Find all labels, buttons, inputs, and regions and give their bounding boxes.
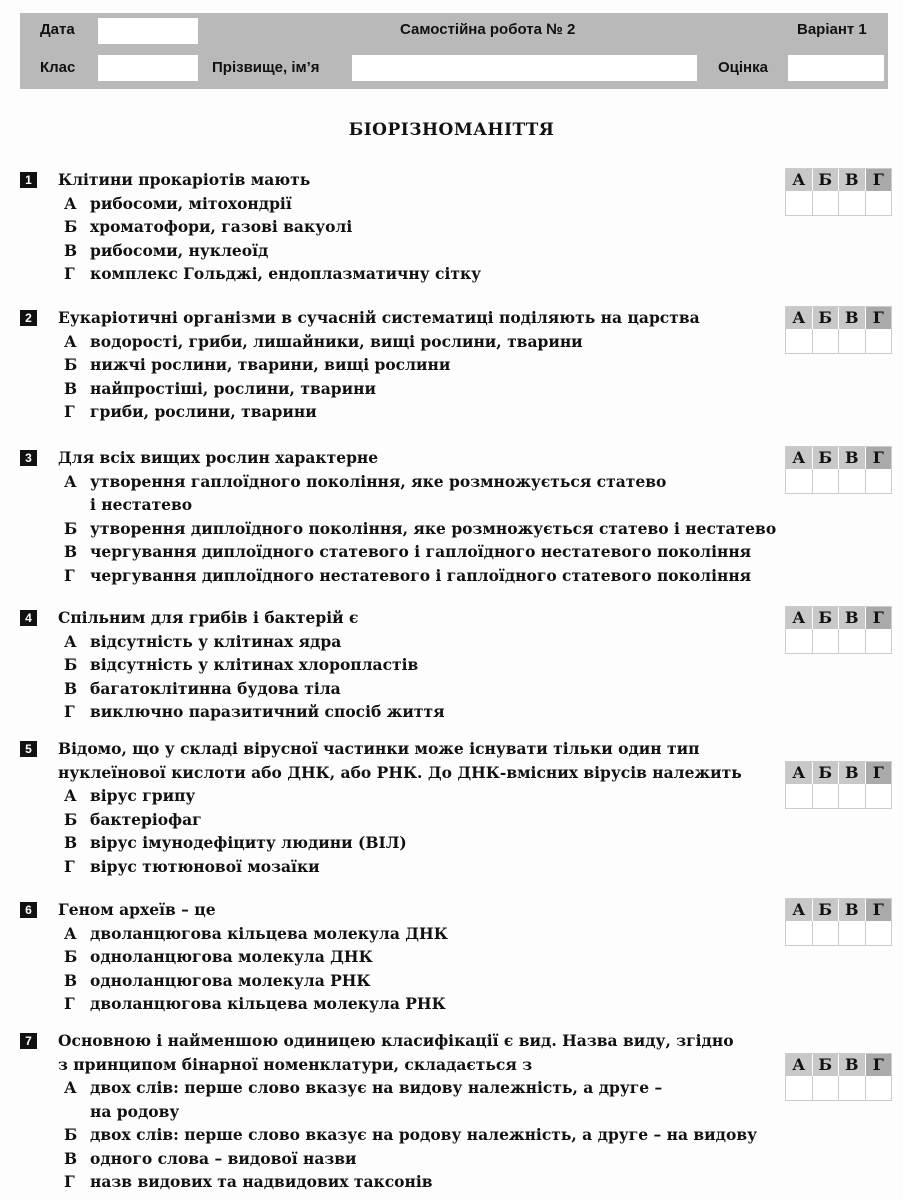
answer-grid-header: Б — [813, 169, 840, 191]
option-text-line: комплекс Гольджі, ендоплазматичну сітку — [90, 264, 482, 283]
question-stem: нуклеїнової кислоти або ДНК, або РНК. До ДНК-вмісних вірусів належить — [58, 762, 742, 782]
option-text-line: і нестатево — [90, 495, 193, 514]
option-text — [90, 1076, 662, 1123]
answer-option — [64, 330, 780, 354]
option-text — [90, 700, 445, 724]
option-text-line: вірус імунодефіциту людини (ВІЛ) — [90, 833, 407, 852]
option-text-line: гриби, рослини, тварини — [90, 402, 317, 421]
answer-checkbox[interactable] — [866, 191, 892, 215]
answer-checkbox[interactable] — [866, 921, 892, 945]
answer-checkbox[interactable] — [866, 629, 892, 653]
option-text — [90, 945, 373, 969]
answer-grid — [785, 606, 892, 654]
grade-field[interactable] — [788, 55, 884, 81]
option-text-line: вірус тютюнової мозаїки — [90, 856, 320, 876]
option-text-line: двох слів: перше слово вказує на видову належність, а друге – — [90, 1078, 663, 1097]
answer-option — [64, 1123, 780, 1147]
option-letter: Б — [64, 217, 78, 236]
answer-checkbox[interactable] — [866, 1076, 892, 1100]
option-text — [90, 630, 341, 654]
question-number: 4 — [20, 610, 37, 626]
answer-grid-header: Г — [866, 1054, 892, 1076]
option-text-line: двох слів: перше слово вказує на родову належність, а друге – на видову — [90, 1125, 758, 1144]
answer-checkbox[interactable] — [813, 1076, 840, 1100]
answer-grid — [785, 168, 892, 216]
option-text — [90, 855, 320, 879]
question-7 — [20, 1029, 780, 1194]
question-6 — [20, 898, 780, 1016]
answer-grid-header: А — [786, 607, 813, 629]
answer-option — [64, 677, 780, 701]
answer-option — [64, 831, 780, 855]
option-text — [90, 377, 376, 401]
option-text — [90, 784, 195, 808]
answer-grid-header: А — [786, 169, 813, 191]
option-text-line: хроматофори, газові вакуолі — [90, 217, 353, 236]
question-number: 7 — [20, 1033, 37, 1049]
option-letter: Б — [64, 809, 78, 829]
answer-option — [64, 1170, 780, 1194]
answer-checkbox[interactable] — [866, 329, 892, 353]
option-letter: В — [64, 833, 78, 852]
question-stem: Для всіх вищих рослин характерне — [58, 448, 379, 467]
answer-option — [64, 239, 780, 263]
answer-grid-header: Г — [866, 307, 892, 329]
name-label: Прізвище, ім’я — [212, 59, 320, 76]
answer-grid-header: Б — [813, 762, 840, 784]
answer-checkbox[interactable] — [786, 329, 813, 353]
question-5 — [20, 737, 780, 878]
answer-grid-header: А — [786, 899, 813, 921]
answer-checkbox[interactable] — [866, 784, 892, 808]
answer-option — [64, 1147, 780, 1171]
answer-grid-header: В — [839, 899, 866, 921]
answer-option — [64, 262, 780, 286]
option-letter: Г — [64, 402, 75, 421]
question-stem: Клітини прокаріотів мають — [58, 170, 311, 189]
answer-option — [64, 700, 780, 724]
option-text — [90, 215, 352, 239]
question-stem: Геном археїв – це — [58, 900, 216, 919]
option-letter: А — [64, 331, 77, 351]
option-letter: В — [64, 542, 78, 561]
answer-option — [64, 564, 780, 588]
option-letter: В — [64, 1148, 78, 1168]
option-text — [90, 192, 292, 216]
option-text — [90, 353, 450, 377]
answer-grid-header: В — [839, 1054, 866, 1076]
question-3 — [20, 446, 780, 587]
answer-checkbox[interactable] — [839, 191, 866, 215]
option-text-line: одноланцюгова молекула РНК — [90, 970, 371, 990]
option-text-line: дволанцюгова кільцева молекула РНК — [90, 994, 446, 1013]
option-text — [90, 262, 481, 286]
question-4 — [20, 606, 780, 724]
answer-grid-header: В — [839, 447, 866, 469]
answer-grid-header: Б — [813, 607, 840, 629]
option-text-line: на родову — [90, 1101, 180, 1121]
answer-checkbox[interactable] — [839, 784, 866, 808]
option-letter: Б — [64, 1125, 78, 1144]
option-letter: Г — [64, 994, 75, 1013]
option-letter: Б — [64, 655, 78, 674]
answer-checkbox[interactable] — [866, 469, 892, 493]
answer-grid — [785, 306, 892, 354]
answer-grid — [785, 1053, 892, 1101]
option-text-line: рибосоми, нуклеоїд — [90, 240, 269, 260]
option-text-line: утворення диплоїдного покоління, яке розмножується статево і нестатево — [90, 518, 777, 538]
answer-grid — [785, 898, 892, 946]
question-number: 5 — [20, 741, 37, 757]
option-text — [90, 330, 583, 354]
option-text — [90, 1123, 757, 1147]
answer-option — [64, 808, 780, 832]
answer-grid-header: А — [786, 762, 813, 784]
option-text-line: виключно паразитичний спосіб життя — [90, 702, 445, 721]
page-title: БІОРІЗНОМАНІТТЯ — [348, 120, 555, 140]
answer-checkbox[interactable] — [786, 784, 813, 808]
option-text-line: дволанцюгова кільцева молекула ДНК — [90, 923, 448, 943]
question-number: 2 — [20, 310, 37, 326]
answer-checkbox[interactable] — [813, 191, 840, 215]
header-band — [20, 13, 888, 89]
answer-option — [64, 784, 780, 808]
option-text-line: відсутність у клітинах хлоропластів — [90, 655, 419, 674]
option-text — [90, 831, 407, 855]
answer-option — [64, 400, 780, 424]
answer-option — [64, 630, 780, 654]
question-number: 1 — [20, 172, 37, 188]
answer-option — [64, 945, 780, 969]
answer-grid-header: В — [839, 607, 866, 629]
answer-checkbox[interactable] — [786, 921, 813, 945]
date-field[interactable] — [98, 18, 198, 44]
variant-label: Варіант 1 — [797, 21, 867, 38]
answer-grid-header: В — [839, 307, 866, 329]
name-field[interactable] — [352, 55, 697, 81]
answer-option — [64, 855, 780, 879]
answer-checkbox[interactable] — [839, 629, 866, 653]
answer-option — [64, 922, 780, 946]
option-letter: А — [64, 1078, 77, 1097]
question-stem: Основною і найменшою одиницею класифікації є вид. Назва виду, згідно — [58, 1031, 734, 1050]
option-text — [90, 517, 776, 541]
answer-grid-header: А — [786, 447, 813, 469]
answer-option — [64, 992, 780, 1016]
option-text — [90, 540, 751, 564]
answer-checkbox[interactable] — [813, 329, 840, 353]
option-letter: Б — [64, 947, 78, 966]
answer-grid-header: В — [839, 169, 866, 191]
option-text-line: утворення гаплоїдного покоління, яке розмножується статево — [90, 471, 667, 491]
option-letter: А — [64, 631, 77, 651]
option-letter: А — [64, 471, 77, 491]
work-title: Самостійна робота № 2 — [400, 21, 576, 38]
answer-option — [64, 470, 780, 517]
answer-grid — [785, 761, 892, 809]
option-letter: А — [64, 786, 77, 805]
answer-grid-header: Б — [813, 1054, 840, 1076]
question-number: 3 — [20, 450, 37, 466]
answer-grid-header: А — [786, 1054, 813, 1076]
question-stem: Еукаріотичні організми в сучасній систематиці поділяють на царства — [58, 308, 700, 327]
answer-grid-header: Г — [866, 607, 892, 629]
answer-grid-header: Г — [866, 447, 892, 469]
class-field[interactable] — [98, 55, 198, 81]
option-letter: В — [64, 240, 78, 260]
option-text-line: назв видових та надвидових таксонів — [90, 1172, 433, 1191]
answer-option — [64, 517, 780, 541]
question-number: 6 — [20, 902, 37, 918]
option-text-line: одноланцюгова молекула ДНК — [90, 947, 373, 966]
answer-checkbox[interactable] — [813, 921, 840, 945]
option-letter: В — [64, 678, 78, 698]
answer-checkbox[interactable] — [839, 921, 866, 945]
answer-checkbox[interactable] — [786, 191, 813, 215]
answer-checkbox[interactable] — [813, 469, 840, 493]
question-1 — [20, 168, 780, 286]
answer-grid-header: Г — [866, 762, 892, 784]
answer-grid-header: Б — [813, 899, 840, 921]
answer-grid-header: А — [786, 307, 813, 329]
question-stem: Відомо, що у складі вірусної частинки може існувати тільки один тип — [58, 739, 700, 758]
option-letter: А — [64, 193, 77, 213]
option-text — [90, 470, 666, 517]
option-letter: Г — [64, 565, 75, 585]
answer-option — [64, 377, 780, 401]
option-text — [90, 922, 448, 946]
answer-checkbox[interactable] — [839, 469, 866, 493]
grade-label: Оцінка — [718, 59, 768, 76]
option-text-line: відсутність у клітинах ядра — [90, 631, 342, 651]
answer-checkbox[interactable] — [839, 329, 866, 353]
date-label: Дата — [40, 21, 75, 38]
answer-option — [64, 1076, 780, 1123]
option-letter: В — [64, 970, 78, 990]
answer-checkbox[interactable] — [813, 629, 840, 653]
answer-grid — [785, 446, 892, 494]
option-text — [90, 969, 371, 993]
answer-checkbox[interactable] — [813, 784, 840, 808]
option-text-line: найпростіші, рослини, тварини — [90, 378, 376, 398]
answer-grid-header: Б — [813, 447, 840, 469]
option-text — [90, 400, 317, 424]
option-letter: Г — [64, 1172, 75, 1191]
option-text — [90, 808, 202, 832]
answer-checkbox[interactable] — [839, 1076, 866, 1100]
answer-option — [64, 192, 780, 216]
option-letter: А — [64, 923, 77, 943]
question-stem: з принципом бінарної номенклатури, складається з — [58, 1054, 533, 1074]
option-text-line: вірус грипу — [90, 786, 196, 805]
option-text-line: водорості, гриби, лишайники, вищі рослини, тварини — [90, 331, 583, 351]
option-text — [90, 992, 446, 1016]
option-text-line: чергування диплоїдного нестатевого і гаплоїдного статевого покоління — [90, 565, 752, 585]
option-text — [90, 653, 418, 677]
option-text-line: рибосоми, мітохондрії — [90, 193, 292, 213]
answer-option — [64, 540, 780, 564]
option-letter: Г — [64, 856, 75, 876]
answer-grid-header: Г — [866, 899, 892, 921]
answer-checkbox[interactable] — [786, 469, 813, 493]
answer-checkbox[interactable] — [786, 1076, 813, 1100]
answer-option — [64, 353, 780, 377]
answer-grid-header: Б — [813, 307, 840, 329]
option-text-line: одного слова – видової назви — [90, 1148, 357, 1168]
option-text-line: багатоклітинна будова тіла — [90, 678, 341, 698]
option-text — [90, 564, 751, 588]
option-text-line: бактеріофаг — [90, 809, 202, 829]
answer-option — [64, 215, 780, 239]
option-text-line: чергування диплоїдного статевого і гаплоїдного нестатевого покоління — [90, 542, 752, 561]
question-2 — [20, 306, 780, 424]
option-text-line: нижчі рослини, тварини, вищі рослини — [90, 355, 451, 374]
option-letter: Б — [64, 355, 78, 374]
option-letter: В — [64, 378, 78, 398]
option-text — [90, 239, 268, 263]
answer-option — [64, 653, 780, 677]
answer-grid-header: Г — [866, 169, 892, 191]
option-text — [90, 677, 341, 701]
option-text — [90, 1147, 357, 1171]
option-letter: Г — [64, 264, 75, 283]
answer-grid-header: В — [839, 762, 866, 784]
class-label: Клас — [40, 59, 76, 76]
option-letter: Б — [64, 518, 78, 538]
option-text — [90, 1170, 433, 1194]
question-stem: Спільним для грибів і бактерій є — [58, 608, 359, 627]
option-letter: Г — [64, 702, 75, 721]
answer-option — [64, 969, 780, 993]
answer-checkbox[interactable] — [786, 629, 813, 653]
